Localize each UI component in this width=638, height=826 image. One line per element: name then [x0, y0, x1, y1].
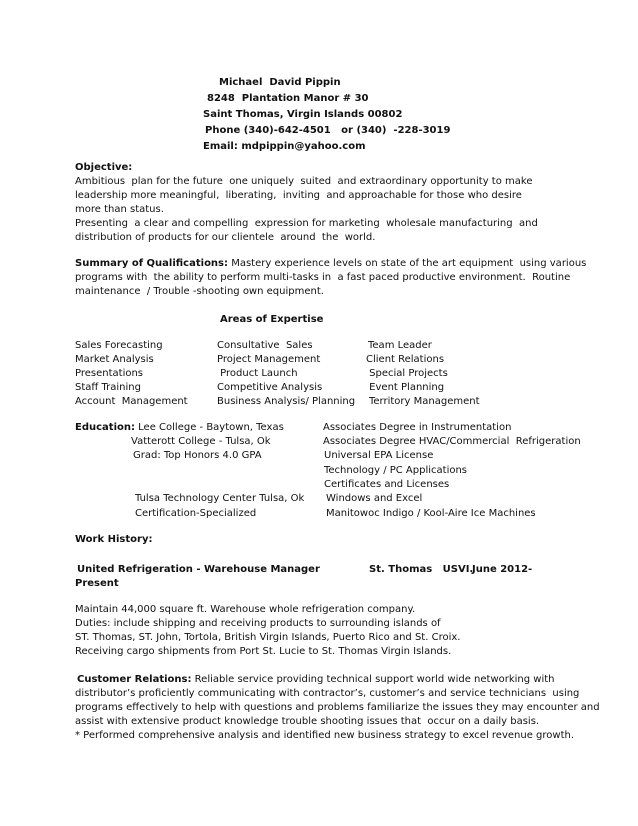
summary-first-line: [75, 257, 586, 271]
expertise-heading: Areas of Expertise: [220, 314, 324, 325]
customer-line: distributor’s proficiently communicating with contractor’s, customer’s and service technicians using: [75, 688, 580, 699]
expertise-item: Special Projects: [366, 368, 448, 379]
expertise-item: Staff Training: [75, 382, 141, 393]
summary-line: maintenance / Trouble -shooting own equipment.: [75, 286, 324, 297]
work-heading: Work History:: [75, 534, 153, 545]
duty-line: Duties: include shipping and receiving products to surrounding islands of: [75, 618, 441, 629]
customer-heading: Customer Relations:: [77, 674, 192, 685]
education-school: Vatterott College - Tulsa, Ok: [131, 436, 271, 447]
objective-line: more than status.: [75, 204, 164, 215]
resume-name: Michael David Pippin: [219, 77, 341, 88]
summary-text: Mastery experience levels on state of the art equipment using various: [228, 258, 587, 269]
education-credential: Associates Degree in Instrumentation: [323, 422, 512, 433]
education-credential: Manitowoc Indigo / Kool-Aire Ice Machines: [326, 508, 536, 519]
expertise-item: Competitive Analysis: [217, 382, 323, 393]
expertise-item: Account Management: [75, 396, 188, 407]
education-school: Lee College - Baytown, Texas: [134, 422, 284, 433]
education-heading: Education:: [75, 422, 135, 433]
duty-line: Receiving cargo shipments from Port St. Lucie to St. Thomas Virgin Islands.: [75, 646, 452, 657]
education-school: Certification-Specialized: [135, 508, 257, 519]
customer-line: assist with extensive product knowledge trouble shooting issues that occur on a daily basis.: [75, 716, 540, 727]
expertise-item: Project Management: [217, 354, 321, 365]
education-school: Grad: Top Honors 4.0 GPA: [133, 450, 262, 461]
expertise-item: Product Launch: [217, 368, 298, 379]
education-credential: Associates Degree HVAC/Commercial Refrigeration: [323, 436, 581, 447]
customer-line: programs effectively to help with questions and problems familiarize the issues they may encounter and: [75, 702, 600, 713]
objective-line: Presenting a clear and compelling expression for marketing wholesale manufacturing and: [75, 218, 538, 229]
education-credential: Universal EPA License: [324, 450, 434, 461]
expertise-item: Presentations: [75, 368, 144, 379]
expertise-item: Team Leader: [368, 340, 432, 351]
phone-line: Phone (340)-642-4501 or (340) -228-3019: [205, 125, 451, 136]
summary-line: programs with the ability to perform multi-tasks in a fast paced productive environment. Routine: [75, 272, 571, 283]
objective-line: distribution of products for our clientele around the world.: [75, 232, 376, 243]
education-credential: Windows and Excel: [326, 493, 423, 504]
expertise-item: Sales Forecasting: [75, 340, 163, 351]
job-present: Present: [75, 578, 119, 589]
customer-line: * Performed comprehensive analysis and identified new business strategy to excel revenue growth.: [75, 730, 575, 741]
city-line: Saint Thomas, Virgin Islands 00802: [203, 109, 403, 120]
job-location: St. Thomas USVI.: [369, 564, 474, 575]
expertise-item: Market Analysis: [75, 354, 154, 365]
education-school: Tulsa Technology Center Tulsa, Ok: [135, 493, 305, 504]
objective-line: leadership more meaningful, liberating, inviting and approachable for those who desire: [75, 190, 522, 201]
customer-text: Reliable service providing technical support world wide networking with: [191, 674, 555, 685]
job-dates: June 2012-: [472, 564, 533, 575]
customer-first-line: [77, 673, 555, 687]
objective-line: Ambitious plan for the future one uniquely suited and extraordinary opportunity to make: [75, 176, 533, 187]
education-credential: Technology / PC Applications: [324, 465, 468, 476]
objective-heading: Objective:: [75, 162, 133, 173]
expertise-item: Event Planning: [366, 382, 445, 393]
email-line: Email: mdpippin@yahoo.com: [203, 141, 366, 152]
summary-heading: Summary of Qualifications:: [75, 258, 229, 269]
education-credential: Certificates and Licenses: [324, 479, 450, 490]
expertise-item: Consultative Sales: [217, 340, 313, 351]
expertise-item: Business Analysis/ Planning: [217, 396, 356, 407]
expertise-item: Client Relations: [366, 354, 445, 365]
duty-line: Maintain 44,000 square ft. Warehouse whole refrigeration company.: [75, 604, 416, 615]
job-title: United Refrigeration - Warehouse Manager: [77, 564, 320, 575]
expertise-item: Territory Management: [369, 396, 480, 407]
education-first-line: [75, 421, 284, 435]
address-line: 8248 Plantation Manor # 30: [207, 93, 369, 104]
duty-line: ST. Thomas, ST. John, Tortola, British Virgin Islands, Puerto Rico and St. Croix.: [75, 632, 461, 643]
